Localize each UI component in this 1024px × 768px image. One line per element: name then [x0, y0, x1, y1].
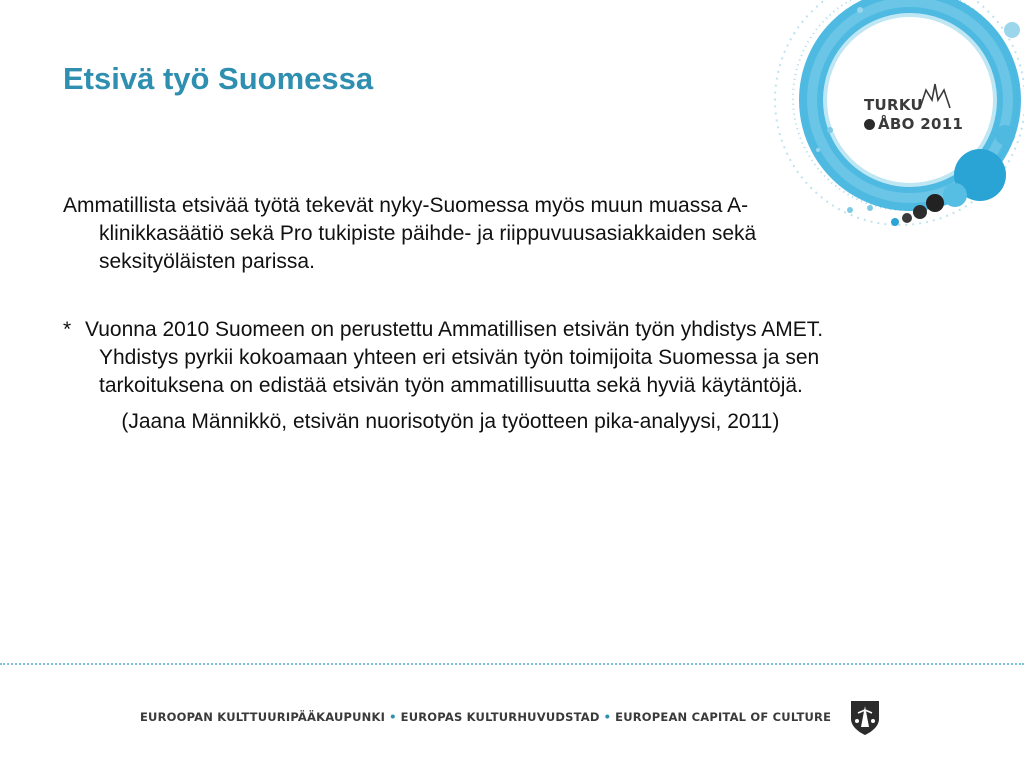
turku-logo-wordmark [864, 96, 963, 134]
bullet-asterisk: * [63, 318, 72, 341]
slide-title: Etsivä työ Suomessa [63, 61, 374, 96]
citation-text: (Jaana Männikkö, etsivän nuorisotyön ja työotteen pika-analyysi, 2011) [121, 410, 780, 433]
footer-en: EUROPEAN CAPITAL OF CULTURE [615, 710, 832, 724]
logo-line-2: ÅBO 2011 [878, 115, 964, 133]
footer-fi: EUROOPAN KULTTUURIPÄÄKAUPUNKI [140, 710, 386, 724]
footer-separator: • [603, 710, 612, 724]
footer-separator: • [389, 710, 397, 724]
paragraph-1: Ammatillista etsivää työtä tekevät nyky-Suomessa myös muun muassa A-klinikkasäätiö sekä Pro tukipiste päihde- ja riippuvuusasiakkaiden sekä seksityöläisten parissa. [63, 194, 757, 273]
citation [63, 408, 863, 436]
coat-of-arms-icon [849, 699, 881, 737]
footer-divider [0, 663, 1024, 665]
slide-body [63, 192, 863, 436]
paragraph-2-text: Vuonna 2010 Suomeen on perustettu Ammatillisen etsivän työn yhdistys AMET. Yhdistys pyrkii kokoamaan yhteen eri etsivän työn toimijoita Suomessa ja sen tarkoituksena on edistää etsivän työn ammatillisuutta sekä hyviä käytäntöjä. [85, 318, 824, 397]
logo-dot-icon [864, 119, 875, 130]
logo-line-1: TURKU [864, 96, 924, 114]
paragraph-2 [63, 316, 863, 400]
footer-sv: EUROPAS KULTURHUVUDSTAD [400, 710, 600, 724]
footer-tagline [140, 710, 831, 724]
